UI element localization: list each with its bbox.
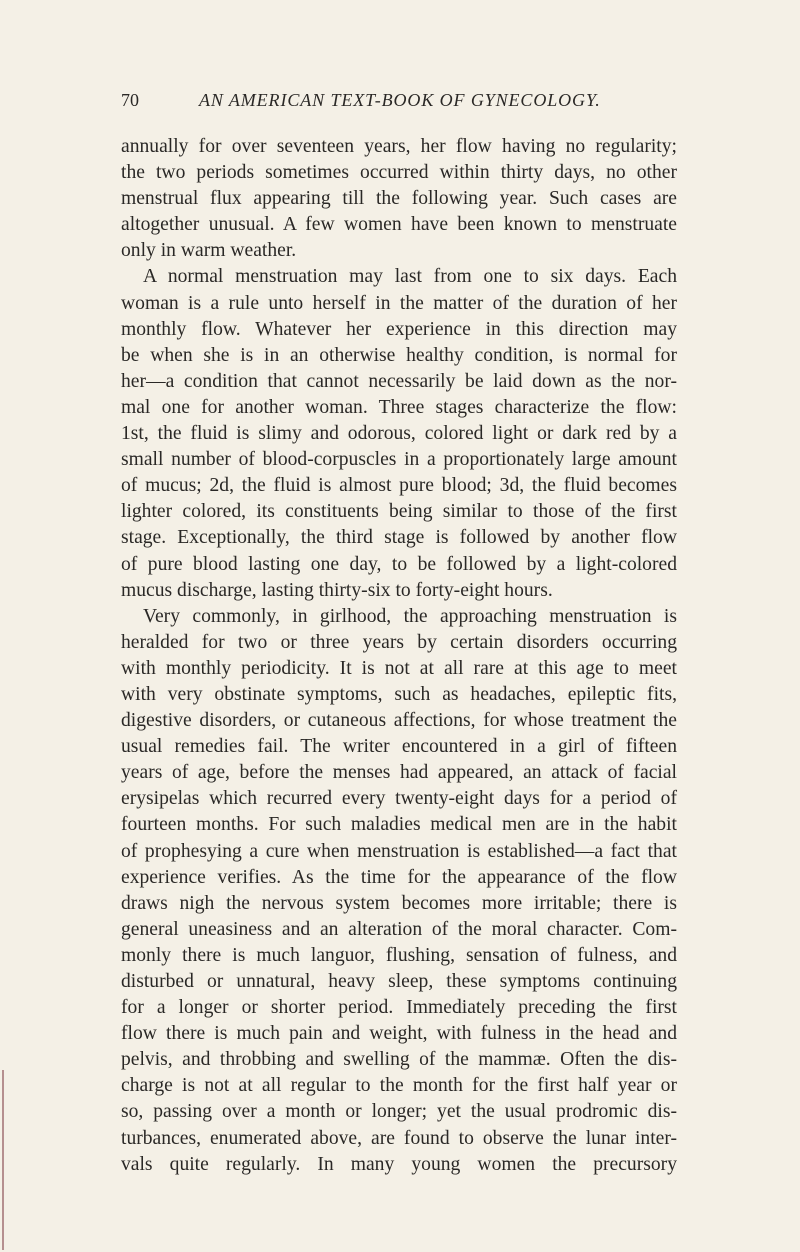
text-line: flow there is much pain and weight, with fulness in the head and [121,1023,677,1045]
text-line: be when she is in an otherwise healthy condition, is normal for [121,344,677,366]
text-line: small number of blood-corpuscles in a proportionately large amount [121,449,677,471]
text-line: mal one for another woman. Three stages characterize the flow: [121,396,677,418]
running-title: AN AMERICAN TEXT-BOOK OF GYNECOLOGY. [199,90,601,110]
text-line: years of age, before the menses had appeared, an attack of facial [121,762,677,784]
text-line: usual remedies fail. The writer encountered in a girl of fifteen [121,736,677,758]
paragraph-start-line: A normal menstruation may last from one to six days. Each [143,266,677,288]
text-line: heralded for two or three years by certain disorders occurring [121,631,677,653]
text-line: digestive disorders, or cutaneous affections, for whose treatment the [121,710,677,732]
text-line: mucus discharge, lasting thirty-six to forty-eight hours. [121,579,553,601]
margin-edge-mark [2,1070,4,1250]
text-line: fourteen months. For such maladies medical men are in the habit [121,814,677,836]
text-line: disturbed or unnatural, heavy sleep, these symptoms continuing [121,971,677,992]
text-line: turbances, enumerated above, are found to observe the lunar inter- [121,1127,677,1149]
text-line: draws nigh the nervous system becomes more irritable; there is [121,892,677,914]
paragraph-start-line: Very commonly, in girlhood, the approaching menstruation is [143,605,677,627]
running-head [121,90,701,114]
body-text [121,134,677,1178]
text-line: the two periods sometimes occurred within thirty days, no other [121,162,677,184]
text-line: pelvis, and throbbing and swelling of the mammæ. Often the dis- [121,1049,677,1071]
text-line: general uneasiness and an alteration of the moral character. Com- [121,918,677,940]
text-line: woman is a rule unto herself in the matter of the duration of her [121,292,677,314]
text-line: for a longer or shorter period. Immediately preceding the first [121,997,677,1019]
text-line: her—a condition that cannot necessarily be laid down as the nor- [121,370,677,392]
text-line: so, passing over a month or longer; yet the usual prodromic dis- [121,1101,677,1123]
text-line: monly there is much languor, flushing, sensation of fulness, and [121,944,677,966]
text-line: monthly flow. Whatever her experience in this direction may [121,318,677,340]
text-line: of mucus; 2d, the fluid is almost pure blood; 3d, the fluid becomes [121,475,677,497]
text-line: of pure blood lasting one day, to be followed by a light-colored [121,553,677,575]
text-line: of prophesying a cure when menstruation is established—a fact that [121,840,677,862]
page-number: 70 [121,90,139,110]
text-line: stage. Exceptionally, the third stage is followed by another flow [121,527,677,549]
text-line: erysipelas which recurred every twenty-eight days for a period of [121,788,677,810]
text-line: lighter colored, its constituents being similar to those of the first [121,501,677,523]
text-line: altogether unusual. A few women have been known to menstruate [121,214,677,236]
text-line: charge is not at all regular to the month for the first half year or [121,1075,677,1097]
text-line: only in warm weather. [121,240,297,262]
text-line: with monthly periodicity. It is not at all rare at this age to meet [121,657,677,679]
text-line: annually for over seventeen years, her flow having no regularity; [121,136,677,157]
text-line: with very obstinate symptoms, such as headaches, epileptic fits, [121,683,677,705]
text-line: 1st, the fluid is slimy and odorous, colored light or dark red by a [121,423,677,445]
text-line: experience verifies. As the time for the appearance of the flow [121,866,677,888]
text-line: menstrual flux appearing till the following year. Such cases are [121,188,677,210]
text-line: vals quite regularly. In many young women the precursory [121,1153,677,1175]
